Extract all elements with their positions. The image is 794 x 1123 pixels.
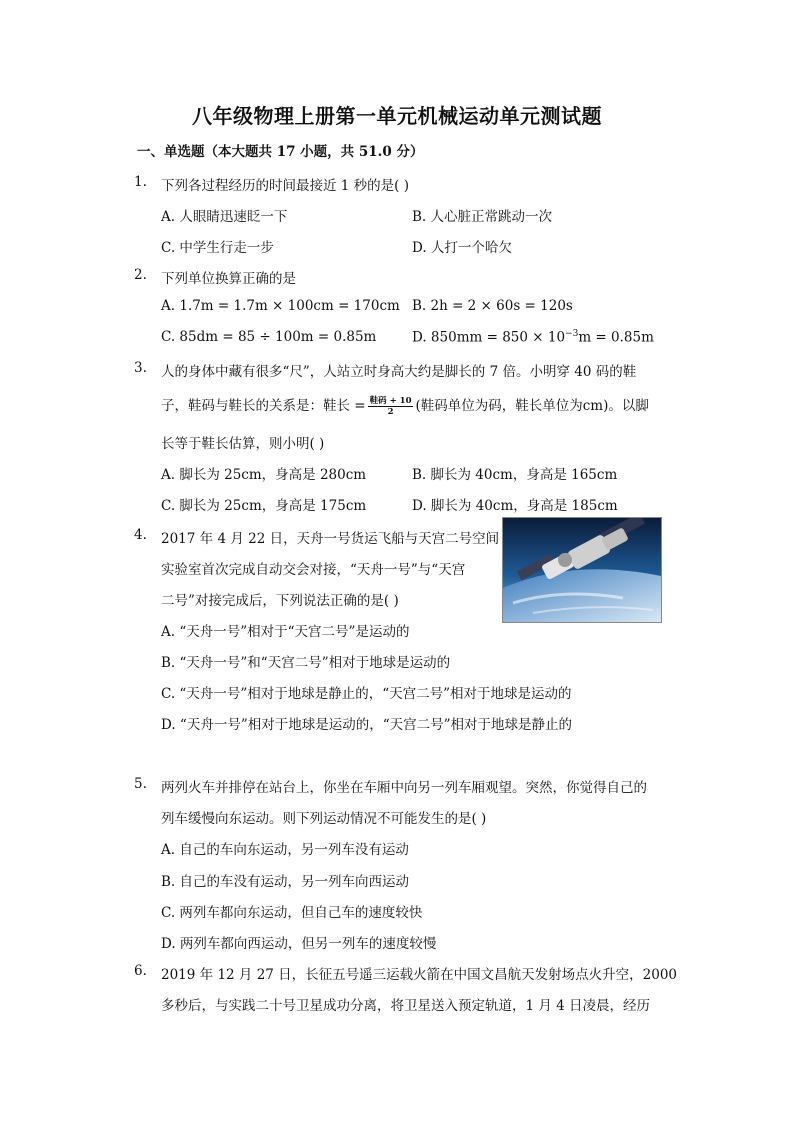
shoe-length-fraction: [368, 396, 414, 417]
question-5-option-d[interactable]: D. 两列车都向西运动，但另一列车的速度较慢: [161, 936, 437, 952]
fraction-denominator: 2: [387, 407, 394, 417]
question-2-number: 2.: [134, 267, 147, 283]
question-4-line-3: 二号”对接完成后，下列说法正确的是( ): [161, 593, 399, 609]
question-1-option-c[interactable]: C. 中学生行走一步: [161, 240, 274, 256]
question-2-option-d-suffix: m = 0.85m: [578, 329, 654, 346]
question-5-line-2: 列车缓慢向东运动。则下列运动情况不可能发生的是( ): [161, 811, 487, 827]
question-4-option-b[interactable]: B. “天舟一号”和“天宫二号”相对于地球是运动的: [161, 655, 451, 671]
question-2-option-d-prefix: D. 850mm = 850 × 10: [412, 329, 566, 346]
question-5-option-a[interactable]: A. 自己的车向东运动，另一列车没有运动: [161, 842, 409, 858]
question-5-option-b[interactable]: B. 自己的车没有运动，另一列车向西运动: [161, 874, 410, 890]
question-1-number: 1.: [134, 174, 147, 190]
question-4-option-c[interactable]: C. “天舟一号”相对于地球是静止的，“天宫二号”相对于地球是运动的: [161, 686, 572, 702]
question-2-option-b[interactable]: B. 2h = 2 × 60s = 120s: [412, 298, 573, 314]
question-2-option-c[interactable]: C. 85dm = 85 ÷ 100m = 0.85m: [161, 329, 377, 345]
question-2-option-a[interactable]: A. 1.7m = 1.7m × 100cm = 170cm: [161, 298, 400, 314]
question-2-option-d-exponent: −3: [565, 329, 579, 339]
question-3-number: 3.: [134, 360, 147, 376]
question-3-line-2: [161, 394, 649, 417]
section-heading: 一、单选题（本大题共 17 小题，共 51.0 分）: [137, 144, 424, 160]
question-1-option-d[interactable]: D. 人打一个哈欠: [412, 240, 512, 256]
question-4-option-a[interactable]: A. “天舟一号”相对于“天宫二号”是运动的: [161, 624, 410, 640]
question-3-option-d[interactable]: D. 脚长为 40cm，身高是 185cm: [412, 498, 618, 514]
question-6-number: 6.: [134, 963, 147, 979]
question-3-line-1: 人的身体中藏有很多“尺”，人站立时身高大约是脚长的 7 倍。小明穿 40 码的鞋: [161, 364, 637, 380]
page-title: 八年级物理上册第一单元机械运动单元测试题: [192, 104, 602, 128]
question-4-option-d[interactable]: D. “天舟一号”相对于地球是运动的，“天宫二号”相对于地球是静止的: [161, 717, 573, 733]
question-2-text: 下列单位换算正确的是: [161, 271, 296, 287]
question-3-option-b[interactable]: B. 脚长为 40cm，身高是 165cm: [412, 467, 618, 483]
question-1-option-b[interactable]: B. 人心脏正常跳动一次: [412, 209, 553, 225]
fraction-numerator: 鞋码 + 10: [369, 396, 412, 406]
question-3-line-3: 长等于鞋长估算，则小明( ): [161, 436, 325, 452]
spacecraft-docking-photo: [502, 517, 662, 623]
question-3-option-c[interactable]: C. 脚长为 25cm，身高是 175cm: [161, 498, 367, 514]
question-1-option-a[interactable]: A. 人眼睛迅速眨一下: [161, 209, 288, 225]
question-1-text: 下列各过程经历的时间最接近 1 秒的是( ): [161, 178, 409, 194]
question-6-line-2: 多秒后，与实践二十号卫星成功分离，将卫星送入预定轨道，1 月 4 日凌晨，经历: [161, 998, 651, 1014]
question-4-line-2: 实验室首次完成自动交会对接，“天舟一号”与“天宫: [161, 562, 466, 578]
question-5-number: 5.: [134, 776, 147, 792]
question-3-line-2-post: (鞋码单位为码，鞋长单位为cm)。以脚: [415, 398, 649, 414]
question-4-line-1: 2017 年 4 月 22 日，天舟一号货运飞船与天宫二号空间: [161, 531, 500, 547]
question-6-line-1: 2019 年 12 月 27 日，长征五号遥三运载火箭在中国文昌航天发射场点火升空，2000: [161, 967, 678, 983]
question-4-number: 4.: [134, 527, 147, 543]
question-3-option-a[interactable]: A. 脚长为 25cm，身高是 280cm: [161, 467, 367, 483]
spacecraft-docking-illustration: [503, 518, 661, 622]
question-5-line-1: 两列火车并排停在站台上，你坐在车厢中向另一列车厢观望。突然，你觉得自己的: [161, 780, 647, 796]
question-2-option-d[interactable]: [412, 329, 654, 346]
question-5-option-c[interactable]: C. 两列车都向东运动，但自己车的速度较快: [161, 905, 423, 921]
question-3-line-2-pre: 子，鞋码与鞋长的关系是：鞋长 =: [161, 398, 366, 414]
